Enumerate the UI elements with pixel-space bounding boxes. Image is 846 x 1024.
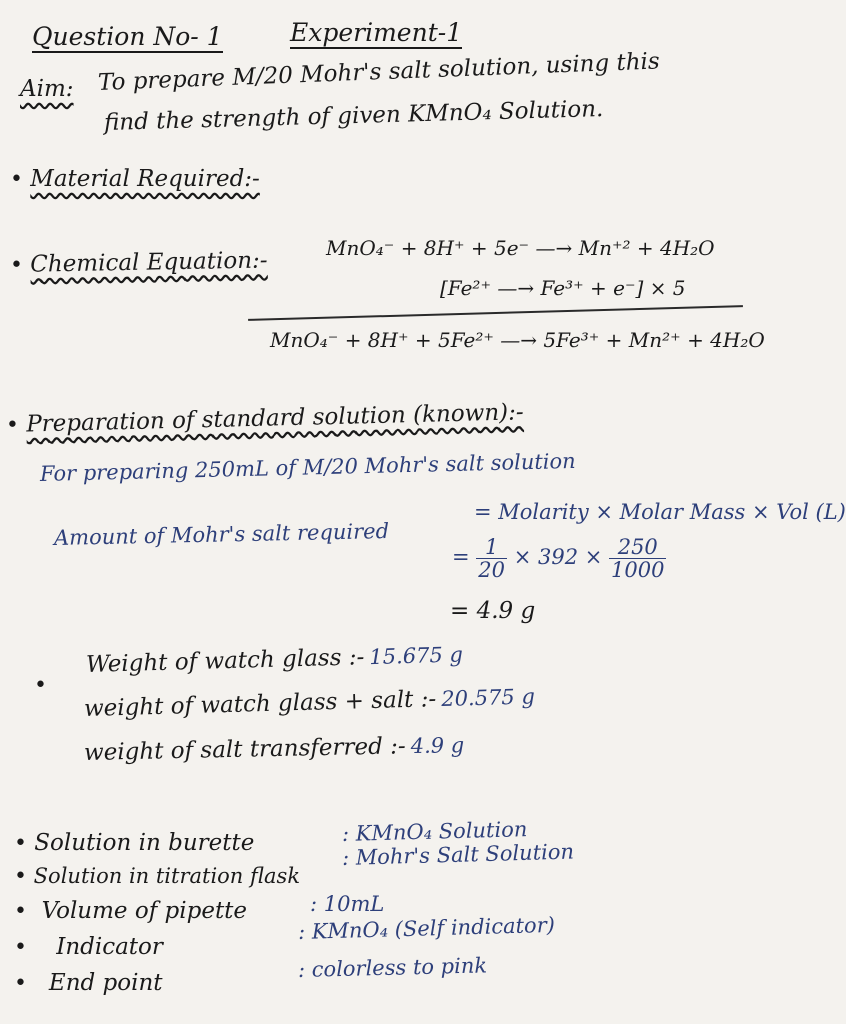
- amount-formula: = Molarity × Molar Mass × Vol (L): [474, 500, 846, 524]
- question-number: Question No- 1: [32, 22, 223, 51]
- experiment-title: Experiment-1: [290, 18, 463, 47]
- detail-row: • End point: [14, 970, 163, 996]
- equation-net: MnO₄⁻ + 8H⁺ + 5Fe²⁺ —→ 5Fe³⁺ + Mn²⁺ + 4H₂O: [270, 328, 765, 352]
- detail-row: • Volume of pipette: [14, 898, 248, 924]
- amount-result: = 4.9 g: [450, 598, 536, 624]
- detail-value: : 10mL: [310, 892, 385, 916]
- weight-row: weight of salt transferred :- 4.9 g: [83, 733, 465, 766]
- equation-reduction: MnO₄⁻ + 8H⁺ + 5e⁻ —→ Mn⁺² + 4H₂O: [326, 236, 715, 260]
- aim-label: Aim:: [20, 76, 74, 102]
- equation-oxidation: [Fe²⁺ —→ Fe³⁺ + e⁻] × 5: [440, 276, 686, 300]
- preparation-line: For preparing 250mL of M/20 Mohr's salt solution: [39, 448, 576, 486]
- weight-row: Weight of watch glass :- 15.675 g: [85, 642, 464, 678]
- detail-row: • Solution in burette: [14, 830, 255, 856]
- weights-bullet: •: [34, 673, 47, 698]
- aim-line-1: To prepare M/20 Mohr's salt solution, using this: [97, 48, 661, 96]
- weight-row: weight of watch glass + salt :- 20.575 g: [83, 684, 536, 722]
- chemical-label: • Chemical Equation:-: [9, 247, 268, 278]
- aim-line-2: find the strength of given KMnO₄ Solution.: [103, 96, 604, 136]
- detail-value: : Mohr's Salt Solution: [341, 839, 575, 870]
- amount-calculation: = $\frac{1}{20}$ × 392 × $\frac{250}{1000}$: [452, 535, 665, 583]
- equation-divider: [248, 305, 743, 320]
- detail-row: • Indicator: [14, 934, 163, 960]
- detail-value: : KMnO₄ Solution: [341, 817, 528, 846]
- amount-label: Amount of Mohr's salt required: [53, 518, 390, 550]
- preparation-label: • Preparation of standard solution (known):-: [5, 399, 524, 438]
- detail-row: • Solution in titration flask: [14, 864, 301, 889]
- detail-value: : colorless to pink: [297, 953, 488, 982]
- material-label: • Material Required:-: [10, 166, 260, 192]
- detail-value: : KMnO₄ (Self indicator): [297, 912, 556, 944]
